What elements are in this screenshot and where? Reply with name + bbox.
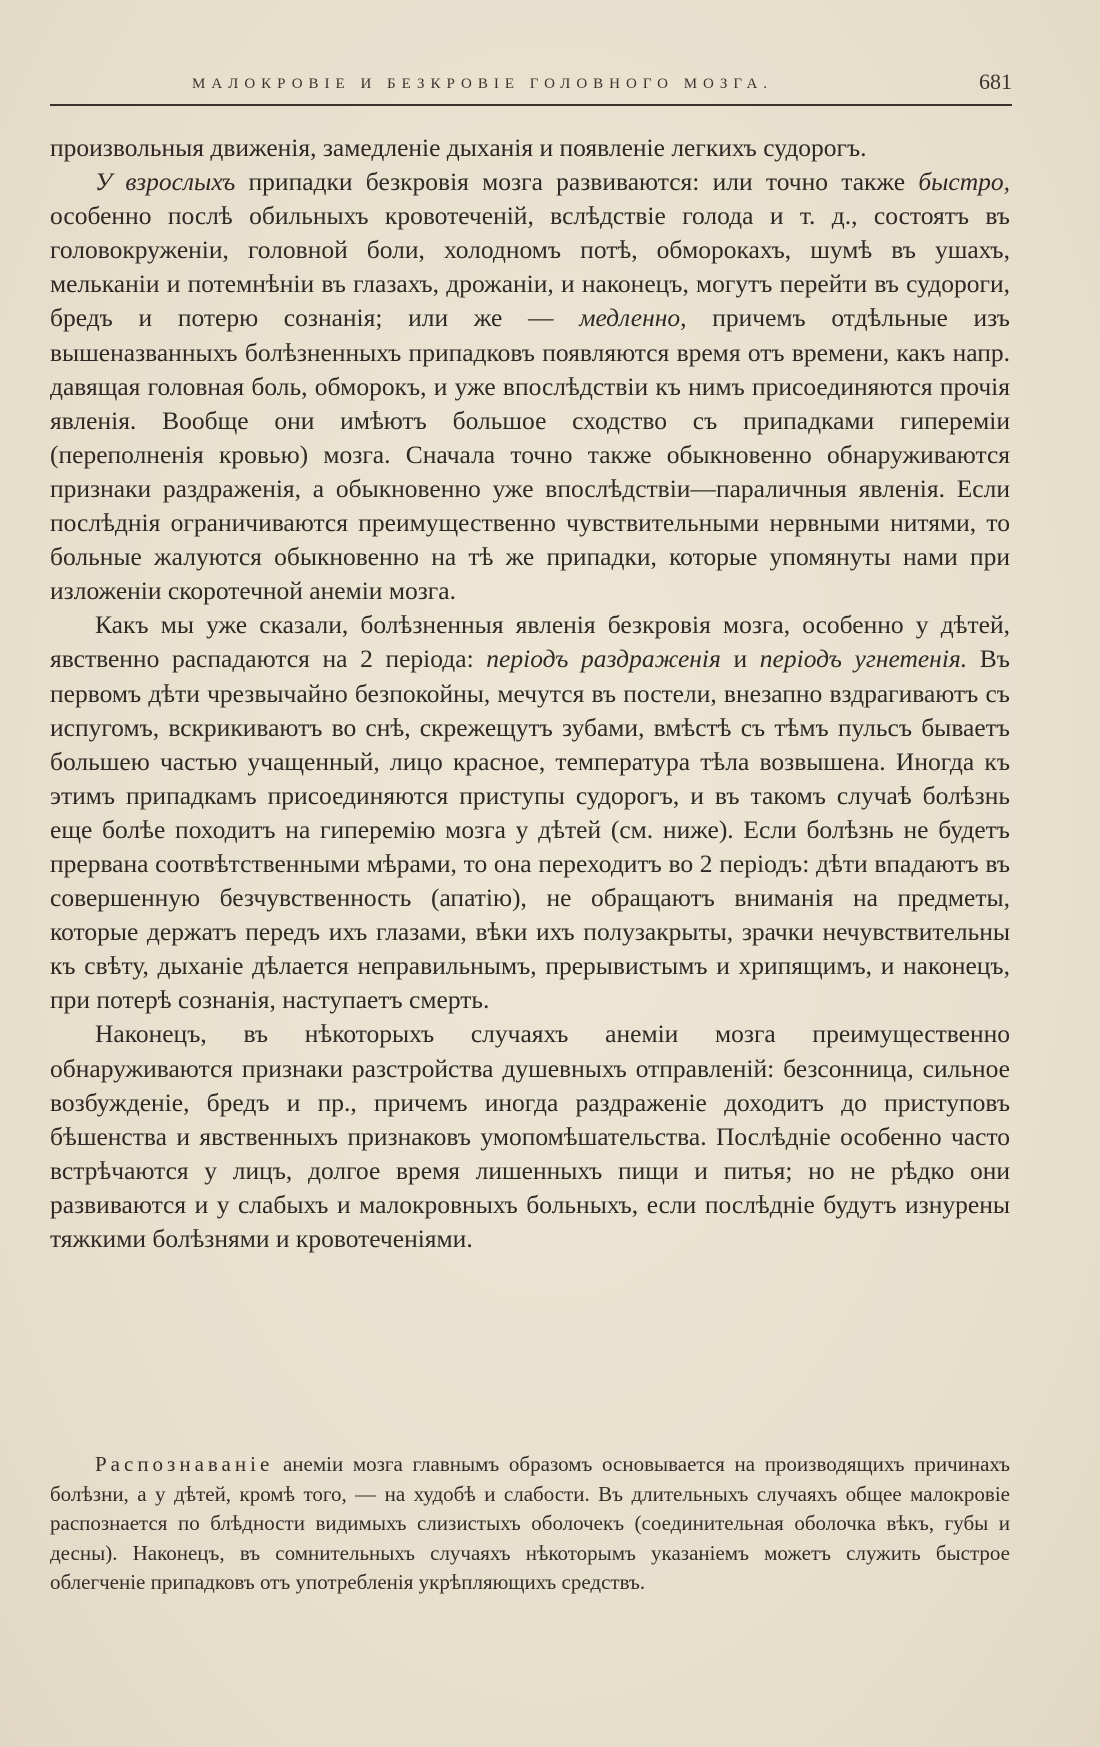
main-text: [50, 131, 1010, 1256]
page-number: 681: [979, 69, 1012, 94]
running-title: МАЛОКРОВІЕ И БЕЗКРОВІЕ ГОЛОВНОГО МОЗГА.: [192, 76, 774, 92]
paragraph-diagnosis: [50, 1450, 1010, 1598]
paragraph-text: произвольныя движенія, замедленіе дыханія и появленіе легкихъ судорогъ.: [50, 133, 867, 162]
paragraph-mental-disorders: [50, 1017, 1010, 1256]
italic-term-depression: періодъ угнетенія.: [759, 644, 968, 674]
paragraph-text: причемъ отдѣльные изъ вышеназванныхъ болѣзненныхъ припадковъ появляются время отъ времени, какъ напр. давящая головная боль, обморокъ, и уже впослѣдствіи къ нимъ присоединяются прочія явленія. Вообще они имѣютъ большое сходство съ припадками гипереміи (переполненія кровью) мозга. Сначала точно также обыкновенно обнаруживаются признаки раздраженія, а обыкновенно уже впослѣдствіи—параличныя явленія. Если послѣднія ограничиваются преимущественно чувствительными нервными нитями, то больные жалуются обыкновенно на тѣ же припадки, которые упомянуты нами при изложеніи скоротечной анеміи мозга.: [50, 303, 1010, 606]
italic-term-slow: медленно,: [579, 303, 687, 333]
paragraph-continuation: [50, 131, 1010, 165]
italic-lead-adults: У взрослыхъ: [95, 167, 236, 197]
diagnosis-section: [50, 1450, 1010, 1598]
paragraph-text: Въ первомъ дѣти чрезвычайно безпокойны, мечутся въ постели, внезапно вздрагиваютъ съ испугомъ, вскрикиваютъ во снѣ, скрежещутъ зубами, вмѣстѣ съ тѣмъ пульсъ бываетъ большею частью учащенный, лицо красное, температура тѣла возвышена. Иногда къ этимъ припадкамъ присоединяются приступы судорогъ, и въ такомъ случаѣ болѣзнь еще болѣе походитъ на гиперемію мозга у дѣтей (см. ниже). Если болѣзнь не будетъ прервана соотвѣтственными мѣрами, то она переходитъ во 2 періодъ: дѣти впадаютъ въ совершенную безчувственность (апатію), не обращаютъ вниманія на предметы, которые держатъ передъ ихъ глазами, вѣки ихъ полузакрыты, зрачки нечувствительны къ свѣту, дыханіе дѣлается неправильнымъ, прерывистымъ и хрипящимъ, и наконецъ, при потерѣ сознанія, наступаетъ смерть.: [50, 644, 1010, 1015]
paragraph-text: и: [720, 644, 760, 674]
paragraph-text: анеміи мозга главнымъ образомъ основывается на производящихъ причинахъ болѣзни, а у дѣтей, кромѣ того, — на худобѣ и слабости. Въ длительныхъ случаяхъ общее малокровіе распознается по блѣдности видимыхъ слизистыхъ оболочекъ (соединительная оболочка вѣкъ, губы и десны). Наконецъ, въ сомнительныхъ случаяхъ нѣкоторымъ указаніемъ можетъ служить быстрое облегченіе припадковъ отъ употребленія укрѣпляющихъ средствъ.: [50, 1452, 1010, 1594]
italic-term-irritation: періодъ раздраженія: [486, 644, 721, 674]
italic-term-fast: быстро,: [918, 167, 1011, 197]
paragraph-text: припадки безкровія мозга развиваются: или точно также: [235, 167, 919, 197]
paragraph-adults: [50, 165, 1010, 608]
paragraph-children-periods: [50, 608, 1010, 1017]
paragraph-text: Наконецъ, въ нѣкоторыхъ случаяхъ анеміи мозга преимущественно обнаруживаются признаки разстройства душевныхъ отправленій: безсонница, сильное возбужденіе, бредъ и пр., причемъ иногда раздраженіе доходитъ до приступовъ бѣшенства и явственныхъ признаковъ умопомѣшательства. Послѣдніе особенно часто встрѣчаются у лицъ, долгое время лишенныхъ пищи и питья; но не рѣдко они развиваются и у слабыхъ и малокровныхъ больныхъ, если послѣдніе будутъ изнурены тяжкими болѣзнями и кровотеченіями.: [50, 1019, 1010, 1253]
page-header: [50, 64, 1012, 106]
spaced-lead-diagnosis: Распознаваніе: [95, 1452, 274, 1476]
paragraph-text: Какъ мы уже сказали, болѣзненныя явленія безкровія мозга, особенно у дѣтей, явственно распадаются на 2 періода:: [50, 610, 1010, 674]
paragraph-text: особенно послѣ обильныхъ кровотеченій, вслѣдствіе голода и т. д., состоятъ въ головокруженіи, головной боли, холодномъ потѣ, обморокахъ, шумѣ въ ушахъ, мельканіи и потемнѣніи въ глазахъ, дрожаніи, и наконецъ, могутъ перейти въ судороги, бредъ и потерю сознанія; или же —: [50, 201, 1010, 333]
